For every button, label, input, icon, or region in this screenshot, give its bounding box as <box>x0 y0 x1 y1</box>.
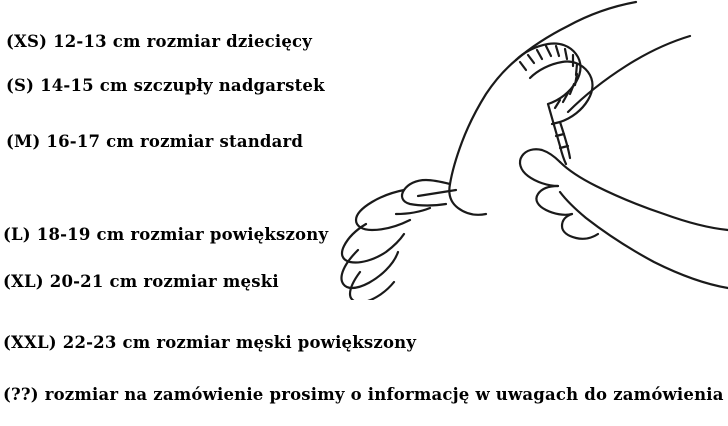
size-line-s: (S) 14-15 cm szczupły nadgarstek <box>6 76 325 95</box>
size-line-l: (L) 18-19 cm rozmiar powiększony <box>3 225 329 244</box>
size-line-xl: (XL) 20-21 cm rozmiar męski <box>3 272 279 291</box>
size-line-xs: (XS) 12-13 cm rozmiar dziecięcy <box>6 32 313 51</box>
size-line-xxl: (XXL) 22-23 cm rozmiar męski powiększony <box>3 333 417 352</box>
size-line-custom: (??) rozmiar na zamówienie prosimy o informację w uwagach do zamówienia <box>3 385 724 404</box>
size-line-m: (M) 16-17 cm rozmiar standard <box>6 132 304 151</box>
hands-measuring-wrist-illustration <box>268 0 728 300</box>
